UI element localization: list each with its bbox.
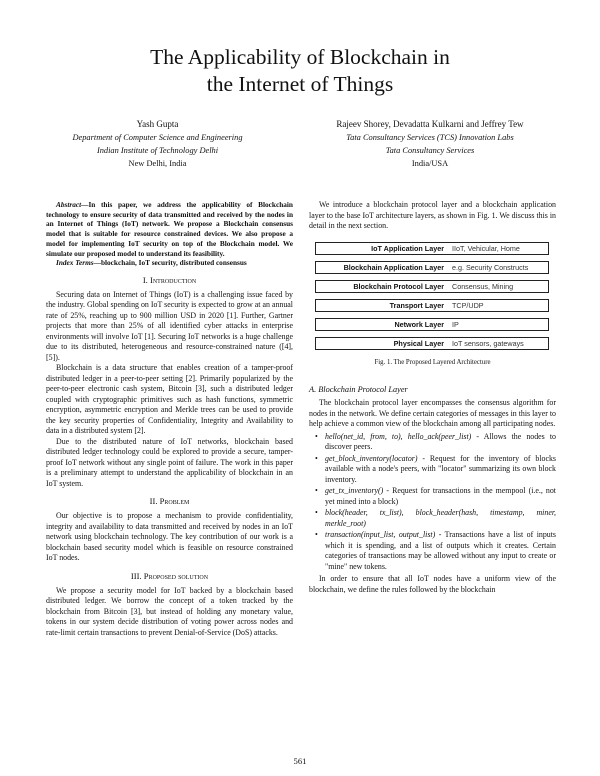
left-column bbox=[46, 200, 293, 638]
author-department: Tata Consultancy Services (TCS) Innovation Labs bbox=[346, 133, 514, 142]
abstract-lead: Abstract bbox=[56, 200, 82, 209]
layer-box bbox=[315, 261, 549, 274]
layer-description: IP bbox=[452, 319, 459, 329]
message-signature: hello(net_id, from, to), hello_ack(peer_list) bbox=[325, 431, 472, 441]
message-signature: get_block_inventory(locator) bbox=[325, 453, 418, 463]
paper-title bbox=[0, 44, 600, 98]
layer-description: IIoT, Vehicular, Home bbox=[452, 243, 520, 253]
layer-description: IoT sensors, gateways bbox=[452, 338, 524, 348]
layer-name: Physical Layer bbox=[393, 338, 444, 348]
author-department: Department of Computer Science and Engineering bbox=[72, 133, 243, 142]
figure-layered-architecture bbox=[309, 234, 556, 379]
layer-name: Blockchain Application Layer bbox=[343, 262, 444, 272]
message-description: - Transactions have a list of inputs which it is spending, and a list of outputs which it creates. Certain categories of transactions may be allowed without any input to create or "mine" new tokens. bbox=[325, 530, 556, 571]
message-description: - Allows the nodes to discover peers. bbox=[325, 431, 556, 451]
list-item bbox=[325, 486, 556, 507]
paragraph: In order to ensure that all IoT nodes have a uniform view of the blockchain, we define the rules followed by the blockchain bbox=[309, 574, 556, 594]
paper-title-line-2: the Internet of Things bbox=[206, 72, 394, 96]
layer-box bbox=[315, 280, 549, 293]
layer-name: IoT Application Layer bbox=[371, 243, 444, 253]
layer-box bbox=[315, 318, 549, 331]
paragraph: Due to the distributed nature of IoT networks, blockchain based distributed ledger technology could be explored to provide a secure, tamper-proof IoT network without any single point of failure. The work in this paper is a preliminary attempt to understand the applicability of blockchain in an IoT system. bbox=[46, 436, 293, 488]
paragraph: We propose a security model for IoT backed by a blockchain based distributed ledger. We borrow the concept of a token tracked by the blockchain from Bitcoin [3], but instead of holding any monetary value, tokens in our system decide distribution of voting power across nodes and rate-limit certain transactions to prevent Denial-of-Service (DoS) attacks. bbox=[46, 585, 293, 637]
message-signature: block(header, tx_list), block_header(hash, timestamp, miner, merkle_root) bbox=[325, 508, 556, 528]
layer-box bbox=[315, 299, 549, 312]
author-institute: Indian Institute of Technology Delhi bbox=[96, 146, 219, 155]
layer-name: Transport Layer bbox=[389, 300, 444, 310]
abstract bbox=[46, 200, 293, 258]
paragraph: Securing data on Internet of Things (IoT) is a challenging issue faced by the industry. Global spending on IoT security is expected to grow at an annual rate of 25%, reaching up to 900 million USD in 2020 [1]. Further, Gartner projects that more than 25% of all identified cyber attacks in enterprise environments will involve IoT [1]. Securing IoT networks is a huge challenge due to its distributed, heterogeneous and resource-constrained nature ([4], [5]). bbox=[46, 289, 293, 362]
message-signature: transaction(input_list, output_list) bbox=[325, 530, 436, 539]
author-location: India/USA bbox=[411, 159, 449, 168]
layer-name: Blockchain Protocol Layer bbox=[353, 281, 444, 291]
list-item bbox=[325, 432, 556, 453]
message-list bbox=[309, 432, 556, 573]
layer-name: Network Layer bbox=[394, 319, 444, 329]
paragraph: Our objective is to propose a mechanism to provide confidentiality, integrity and availability to data transmitted and received by nodes in an IoT network using blockchain technology. The key contribution of our work is a blockchain based security model which is feasible on resource constrained IoT nodes. bbox=[46, 511, 293, 563]
page-number: 561 bbox=[293, 756, 307, 766]
paragraph: Blockchain is a data structure that enables creation of a tamper-proof distributed ledger in a peer-to-peer setting [2]. Primarily popularized by the peer-to-peer electronic cash system, Bitcoin [3], such a distributed ledger coupled with cryptographic primitives such as hash functions, symmetric encryption, asymmetric encryption and Merkle trees can be used to provide the key security properties of Confidentiality, Integrity and Availability to data in a distributed system [2]. bbox=[46, 363, 293, 436]
author-name: Yash Gupta bbox=[136, 119, 179, 129]
message-description: - Request for the inventory of blocks available with a node's peers, with "locator" summarizing its own block inventory. bbox=[325, 453, 556, 484]
layer-box bbox=[315, 337, 549, 350]
paper-title-line-1: The Applicability of Blockchain in bbox=[150, 45, 450, 69]
paragraph: The blockchain protocol layer encompasses the consensus algorithm for nodes in the network. We define certain categories of messages in this layer to help achieve a common view of the blockchain among all participating nodes. bbox=[309, 398, 556, 428]
layer-box bbox=[315, 242, 549, 255]
list-item bbox=[325, 508, 556, 529]
layer-description: Consensus, Mining bbox=[452, 281, 514, 291]
author-block-1 bbox=[40, 118, 275, 170]
index-terms-lead: Index Terms bbox=[56, 258, 94, 268]
index-terms-text: —blockchain, IoT security, distributed consensus bbox=[93, 258, 247, 268]
subsection-heading: A. Blockchain Protocol Layer bbox=[309, 384, 408, 394]
section-heading-introduction: I. Introduction bbox=[142, 274, 197, 285]
right-column bbox=[309, 200, 556, 595]
figure-caption: Fig. 1. The Proposed Layered Architecture bbox=[374, 358, 491, 366]
author-name: Rajeev Shorey, Devadatta Kulkarni and Jeffrey Tew bbox=[336, 119, 524, 129]
layer-description: TCP/UDP bbox=[452, 300, 484, 310]
message-description: - Request for transactions in the mempool (i.e., not yet mined into a block) bbox=[325, 486, 556, 506]
author-block-2 bbox=[300, 118, 560, 170]
index-terms bbox=[46, 258, 293, 268]
list-item bbox=[325, 530, 556, 572]
author-institute: Tata Consultancy Services bbox=[385, 146, 475, 155]
abstract-text: —In this paper, we address the applicability of Blockchain technology to ensure security of data transmitted and received by the nodes in an Internet of Things (IoT) network. We propose a Blockchain consensus model that is suitable for resource constrained devices. We also propose a model for implementing IoT security on top of the Blockchain model. We simulate our proposed model to understand its feasibility. bbox=[46, 200, 293, 258]
message-signature: get_tx_inventory() bbox=[325, 486, 384, 495]
list-item bbox=[325, 454, 556, 486]
layer-description: e.g. Security Constructs bbox=[452, 262, 529, 272]
section-heading-problem: II. Problem bbox=[149, 496, 190, 507]
paragraph: We introduce a blockchain protocol layer and a blockchain application layer to the base IoT architecture layers, as shown in Fig. 1. We discuss this in detail in the next section. bbox=[309, 200, 556, 230]
section-heading-proposed-solution: III. Proposed solution bbox=[130, 570, 209, 581]
author-location: New Delhi, India bbox=[128, 159, 187, 168]
